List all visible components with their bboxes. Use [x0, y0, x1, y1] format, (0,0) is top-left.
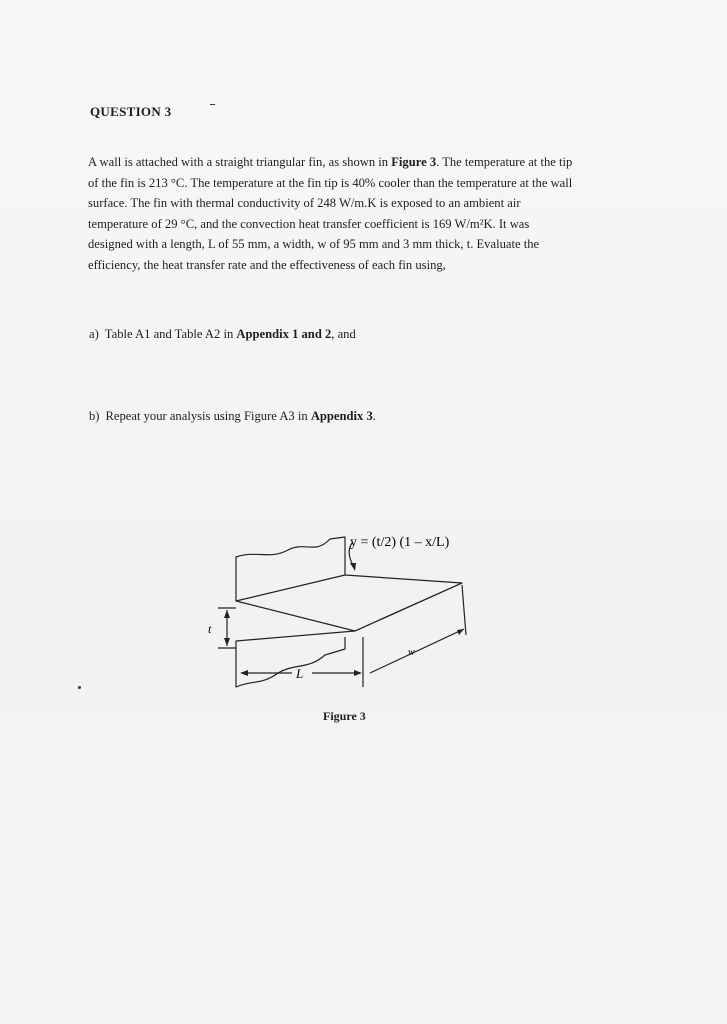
part-a-tag: a) [89, 327, 99, 341]
paragraph-line: of the fin is 213 °C. The temperature at the fin tip is 40% cooler than the temperature at the wall [88, 175, 573, 190]
part-b-text: Repeat your analysis using Figure A3 in [105, 409, 311, 423]
scan-speck [78, 686, 81, 689]
upper-wall [236, 537, 345, 601]
L-arrow-right [354, 670, 362, 676]
part-b-tail: . [372, 409, 376, 423]
question-paragraph [88, 152, 644, 276]
L-arrow-left [240, 670, 248, 676]
fin-profile-equation: y = (t/2) (1 – x/L) [350, 535, 450, 550]
paragraph-line: designed with a length, L of 55 mm, a width, w of 95 mm and 3 mm thick, t. Evaluate the [88, 237, 540, 252]
part-a-appendix: Appendix 1 and 2 [236, 327, 332, 341]
t-arrow-down [224, 638, 230, 646]
w-arrow-head [457, 629, 464, 635]
part-b [89, 409, 376, 424]
figure-reference: Figure 3 [391, 155, 437, 169]
question-heading: QUESTION 3 [90, 104, 172, 119]
scan-speck [210, 104, 215, 105]
fin-bottom-edge [236, 583, 462, 641]
fin-top-surface [236, 575, 462, 631]
w-dimension-line [370, 629, 464, 673]
part-a-text: Table A1 and Table A2 in [104, 327, 237, 341]
part-b-appendix: Appendix 3 [310, 409, 373, 423]
paragraph-line: efficiency, the heat transfer rate and the effectiveness of each fin using, [88, 257, 446, 272]
paragraph-line [88, 152, 644, 173]
paragraph-line: surface. The fin with thermal conductivity of 248 W/m.K is exposed to an ambient air [88, 196, 521, 211]
label-L: L [296, 666, 304, 681]
figure-caption: Figure 3 [323, 709, 366, 723]
part-a-tail: , and [331, 327, 356, 341]
lower-wall [236, 637, 345, 687]
t-arrow-up [224, 610, 230, 618]
w-extension [462, 585, 466, 635]
line-text: A wall is attached with a straight triangular fin, as shown in [88, 155, 392, 169]
part-a [89, 327, 356, 342]
label-w: w [408, 647, 415, 658]
line-text: . The temperature at the tip [436, 155, 573, 169]
leader-arrow-head [350, 563, 356, 571]
label-t: t [208, 622, 212, 636]
paragraph-line: temperature of 29 °C, and the convection heat transfer coefficient is 169 W/m²K. It was [88, 216, 530, 231]
triangular-fin-diagram [200, 515, 520, 705]
part-b-tag: b) [89, 409, 100, 423]
